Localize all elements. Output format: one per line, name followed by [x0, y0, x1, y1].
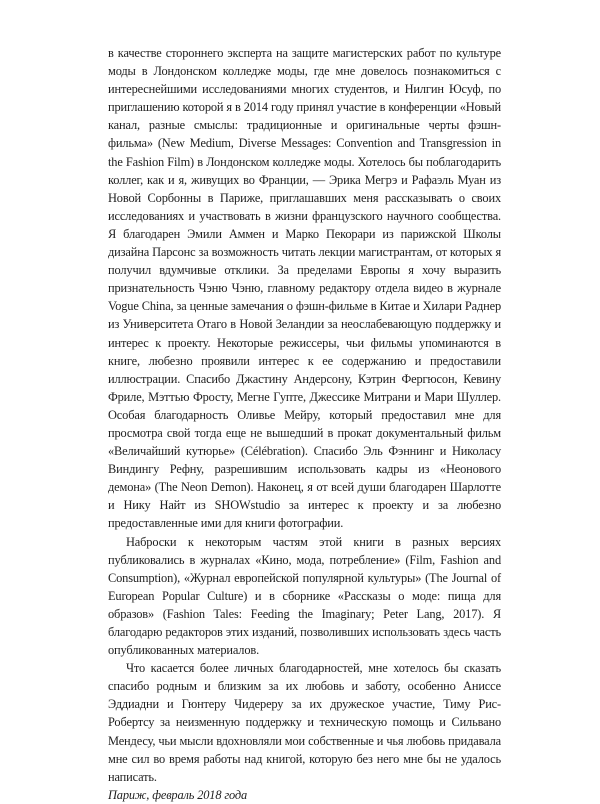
signoff-place-date: Париж, февраль 2018 года: [108, 787, 248, 802]
paragraph-acknowledgements-continued: в качестве стороннего эксперта на защите магистерских работ по культуре моды в Лондонском колледже моды, где мне довелось познакомиться с интереснейшими исследованиями многих студентов, и Нилгин Юсуф, по приглашению которой я в 2014 году принял участие в конференции «Новый канал, разные смыслы: традиционные и оригинальные черты фэшн-фильма» (New Medium, Diverse Messages: Convention and Transgression in the Fashion Film) в Лондонском колледже моды. Хотелось бы поблагодарить коллег, как и я, живущих во Франции, — Эрика Мегрэ и Рафаэль Муан из Новой Сорбонны в Париже, приглашавших меня рассказывать о своих исследованиях и участвовать в жизни французского научного сообщества. Я благодарен Эмили Аммен и Марко Пекорари из парижской Школы дизайна Парсонс за возможность читать лекции магистрантам, от которых я получил вдумчивые отклики. За пределами Европы я хочу выразить признательность Чэню Чэню, главному редактору отдела видео в журнале Vogue China, за ценные замечания о фэшн-фильме в Китае и Хилари Раднер из Университета Отаго в Новой Зеландии за неослабевающую поддержку и интерес к проекту. Некоторые режиссеры, чьи фильмы упоминаются в книге, любезно проявили интерес к ее содержанию и предоставили иллюстрации. Спасибо Джастину Андерсону, Кэтрин Фергюсон, Кевину Фриле, Мэттью Фросту, Мегне Гупте, Джессике Митрани и Мари Шуллер. Особая благодарность Оливье Мейру, который предоставил мне для просмотра свой тогда еще не вышедший в прокат документальный фильм «Величайший кутюрье» (Célébration). Спасибо Эль Фэннинг и Николасу Виндингу Рефну, разрешившим использовать кадры из «Неонового демона» (The Neon Demon). Наконец, я от всей души благодарен Шарлотте и Нику Найт из SHOWstudio за интерес к проекту и за любезно предоставленные ими для книги фотографии.: [108, 46, 501, 531]
paragraph-personal-thanks: Что касается более личных благодарностей, мне хотелось бы сказать спасибо родным и близким за их любовь и заботу, особенно Аниссе Эддиадни и Гюнтеру Чидереру за их дружеское участие, Тиму Рис-Робертсу за неизменную поддержку и техническую помощь и Сильвано Мендесу, чьи мысли вдохновляли мои собственные и чья любовь придавала мне сил во время работы над книгой, которую без него мне бы не удалось написать.: [108, 661, 501, 784]
page-text: [108, 44, 501, 804]
paragraph-publications: Наброски к некоторым частям этой книги в разных версиях публиковались в журналах «Кино, мода, потребление» (Film, Fashion and Consumption), «Журнал европейской популярной культуры» (The Journal of European Popular Culture) и в сборнике «Рассказы о моде: пища для образов» (Fashion Tales: Feeding the Imaginary; Peter Lang, 2017). Я благодарю редакторов этих изданий, позволивших использовать здесь часть опубликованных материалов.: [108, 534, 501, 658]
